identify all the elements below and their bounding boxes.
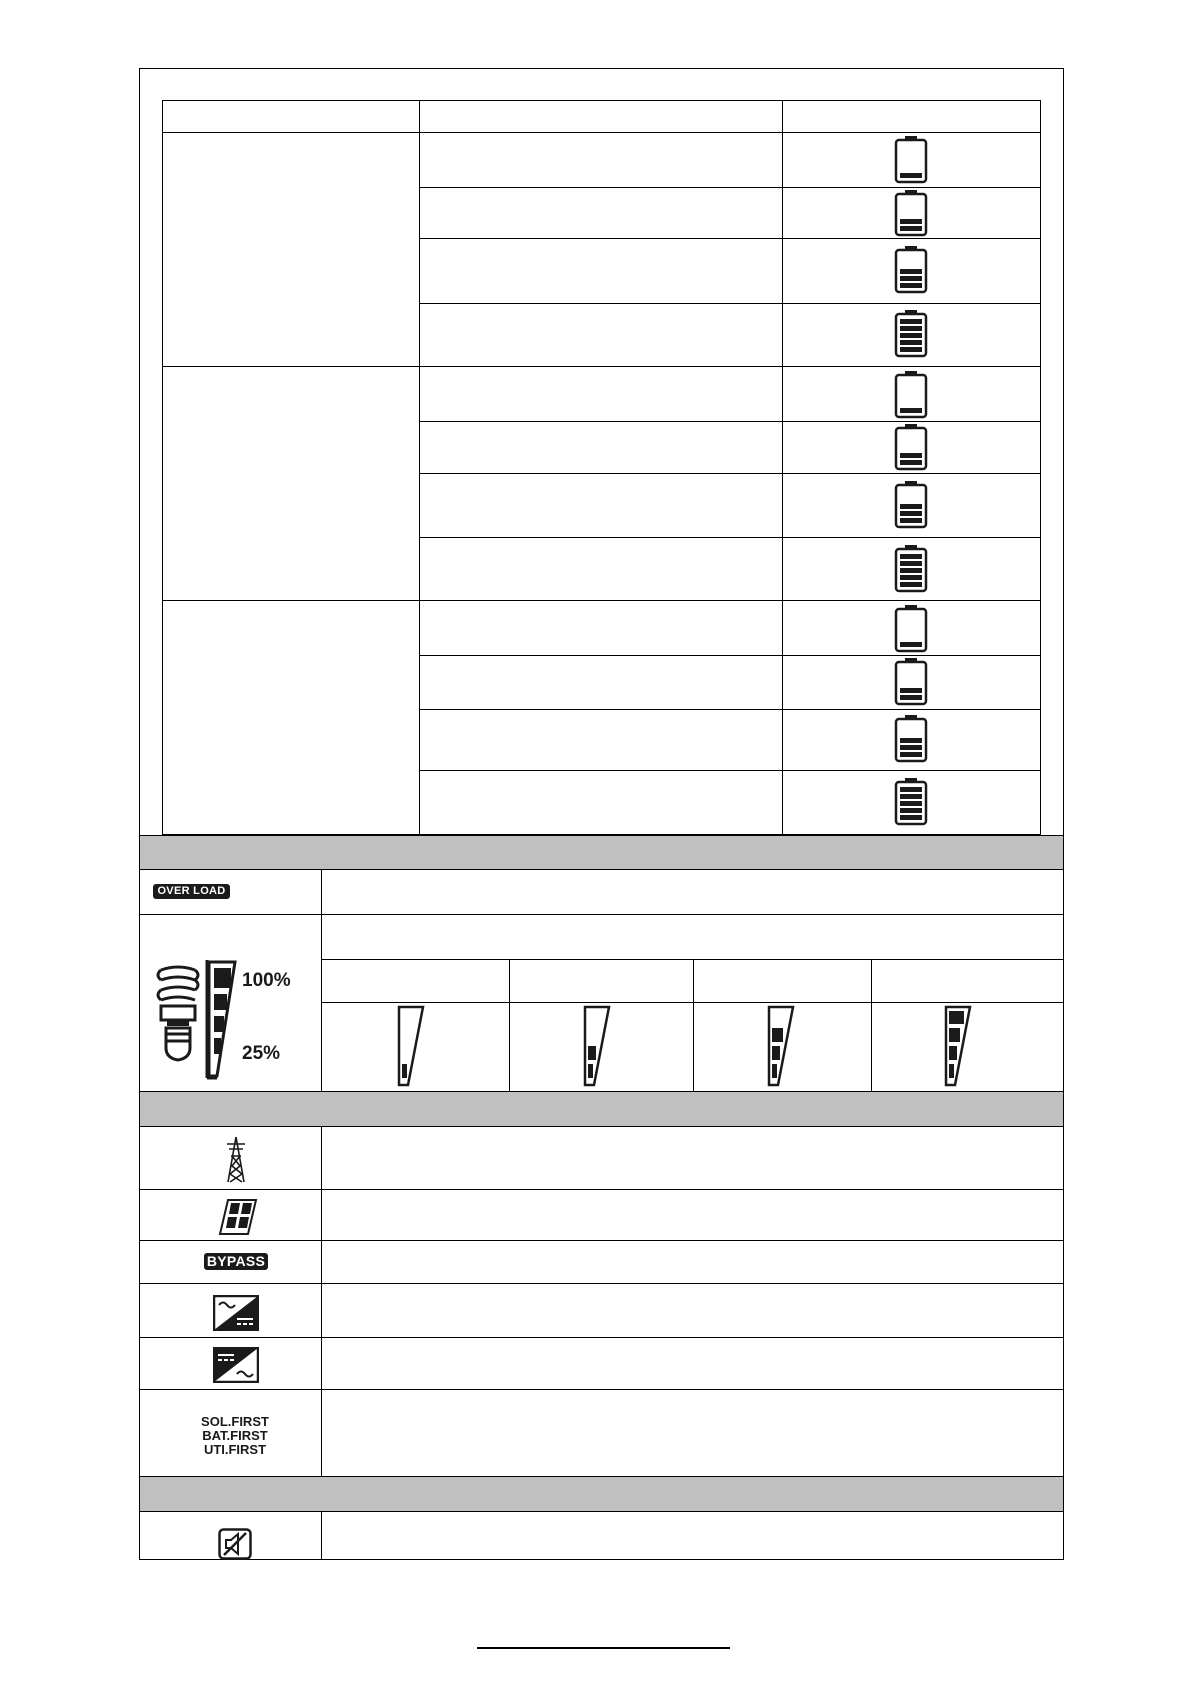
load-percent-top: 100% <box>242 970 291 991</box>
battery-icon <box>888 423 934 471</box>
battery-icon <box>888 543 934 595</box>
load-level-icon <box>766 1004 796 1088</box>
power-tower-icon <box>224 1136 248 1184</box>
dc-to-ac-icon <box>213 1347 259 1383</box>
section-header-load <box>140 835 1063 869</box>
ac-to-dc-icon <box>213 1295 259 1331</box>
priority-mode-utility: UTI.FIRST <box>203 1442 267 1457</box>
battery-icon <box>888 369 934 421</box>
battery-icon <box>888 308 934 360</box>
overload-label: OVER LOAD <box>153 884 230 899</box>
battery-icon <box>888 244 934 296</box>
bypass-label: BYPASS <box>204 1253 268 1270</box>
priority-mode-list <box>178 1415 292 1457</box>
battery-icon <box>888 776 934 828</box>
battery-icon <box>888 134 934 186</box>
battery-icon <box>888 657 934 707</box>
section-header-mode <box>140 1092 1063 1126</box>
load-level-icon <box>943 1004 973 1088</box>
section-header-mute <box>140 1477 1063 1511</box>
solar-panel-icon <box>218 1198 258 1236</box>
footer-divider <box>477 1647 730 1649</box>
load-level-icon <box>582 1004 612 1088</box>
load-level-icon <box>396 1004 426 1088</box>
battery-icon <box>888 189 934 237</box>
priority-mode-solar: SOL.FIRST <box>201 1414 269 1429</box>
load-percent-bottom: 25% <box>242 1043 281 1064</box>
priority-mode-battery: BAT.FIRST <box>202 1428 268 1443</box>
battery-icon <box>888 479 934 531</box>
battery-icon <box>888 713 934 765</box>
load-level-icon <box>205 958 241 1080</box>
lightbulb-icon <box>153 962 203 1064</box>
battery-icon <box>888 603 934 655</box>
speaker-mute-icon <box>218 1528 252 1560</box>
